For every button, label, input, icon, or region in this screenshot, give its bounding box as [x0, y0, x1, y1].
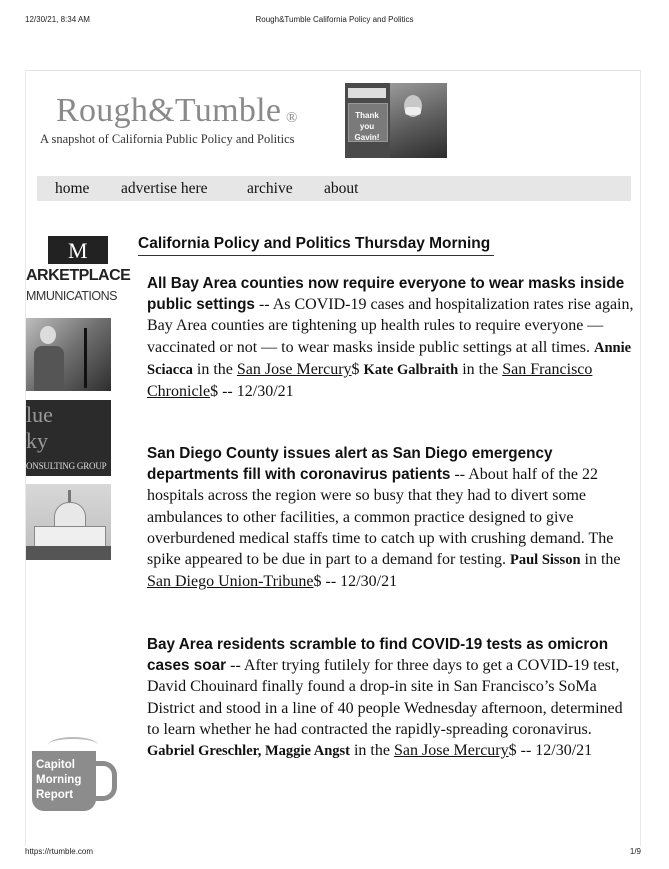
print-url: https://rtumble.com [25, 847, 94, 856]
article-body: -- About half of the 22 hospitals across the region were so busy that they had to divert some ambulances to other facilities, a common practice designed to give overburdened medical staffs time to catch up with crushing demand. The spike appeared to be due in part to a demand for testing. [147, 466, 614, 569]
source-link[interactable]: San Jose Mercury [236, 360, 352, 378]
marketplace-line1: ARKETPLACE [26, 267, 131, 284]
cmr-line: Morning [36, 774, 82, 786]
capitol-dome-shape [54, 502, 86, 528]
print-header [0, 15, 669, 27]
article-author: Kate Galbraith [363, 361, 459, 378]
cmr-line: Report [36, 789, 74, 801]
capitol-morning-report-logo[interactable] [30, 737, 118, 812]
print-datetime: 12/30/21, 8:34 AM [25, 15, 90, 24]
capitol-morning-report-text [36, 758, 92, 803]
article-item [147, 634, 635, 762]
section-title: California Policy and Politics Thursday Morning [138, 235, 494, 256]
mug-handle-icon [90, 761, 117, 801]
article-headline: Bay Area residents scramble to find COVID-19 tests as omicron cases soar [147, 636, 609, 675]
print-page-number: 1/9 [629, 847, 641, 856]
sidebar-ad-marketplace[interactable] [26, 236, 131, 308]
site-logo-title[interactable]: Rough&Tumble [56, 92, 282, 129]
banner-ad-text [350, 110, 384, 143]
banner-ad-logo-strip [348, 88, 386, 98]
article-author: Gabriel Greschler, Maggie Angst [147, 743, 350, 760]
banner-ad-line: Gavin! [354, 133, 380, 142]
capitol-trees-shape [26, 546, 111, 560]
marketplace-line2: MMUNICATIONS [26, 289, 117, 303]
speaker-head-shape [40, 326, 56, 344]
article-in: in the [192, 360, 237, 378]
nav-about[interactable]: about [324, 180, 359, 197]
nav-advertise[interactable]: advertise here [121, 180, 208, 197]
blue-sky-line1: lue [26, 402, 53, 427]
blue-sky-line3: ONSULTING GROUP [26, 461, 107, 471]
source-link[interactable]: San Francisco Chronicle [147, 360, 593, 401]
banner-ad-line: Thank [355, 111, 379, 120]
cmr-line: Capitol [36, 759, 75, 771]
article-date: $ -- 12/30/21 [210, 383, 294, 401]
header-banner-ad[interactable] [345, 83, 447, 158]
source-link[interactable]: San Jose Mercury [393, 742, 509, 760]
article-body: -- As COVID-19 cases and hospitalization rates rise again, Bay Area counties are tightening up health rules to require everyone — vaccinated or not — to wear masks inside public settings at all times. [147, 296, 634, 356]
print-footer [0, 847, 669, 859]
article-date: $ -- 12/30/21 [508, 742, 593, 760]
blue-sky-line2: ky [26, 428, 48, 453]
nav-home[interactable]: home [55, 180, 90, 197]
main-nav [37, 176, 631, 201]
article-item [147, 273, 635, 402]
microphone-stand-shape [84, 328, 87, 388]
article-body: -- After trying futilely for three days to get a COVID-19 test, David Chouinard finally found a drop-in site in San Francisco’s SoMa District and stood in a line of 40 people Wednesday afternoon, determined to learn whether he had contracted the rapidly-spreading coronavirus. [147, 657, 623, 738]
article-author: Paul Sisson [510, 552, 581, 569]
sidebar-ad-speaker-photo[interactable] [26, 318, 111, 391]
source-link[interactable]: San Diego Union-Tribune [147, 573, 314, 591]
article-in: in the [349, 742, 394, 760]
article-item [147, 443, 635, 592]
article-date: $ -- 12/30/21 [313, 573, 398, 591]
banner-ad-photo [390, 83, 447, 158]
sidebar-ad-capitol-building[interactable] [26, 484, 111, 560]
print-page-title: Rough&Tumble California Policy and Politics [255, 15, 414, 24]
photo-mask-shape [405, 107, 421, 115]
article-headline: San Diego County issues alert as San Diego emergency departments fill with coronavirus patients [147, 445, 553, 484]
sidebar-ad-blue-sky[interactable] [26, 400, 111, 476]
article-author: Annie Sciacca [147, 339, 632, 378]
article-in: in the [580, 551, 621, 569]
speaker-body-shape [34, 346, 64, 391]
article-in: in the [458, 360, 503, 378]
article-headline: All Bay Area counties now require everyone to wear masks inside public settings [147, 275, 625, 314]
site-tagline: A snapshot of California Public Policy and Politics [40, 132, 295, 146]
marketplace-logo-letter: M [68, 238, 88, 263]
registered-mark: ® [286, 110, 298, 126]
nav-archive[interactable]: archive [247, 180, 293, 197]
banner-ad-line: you [359, 122, 375, 131]
source-separator: $ [351, 360, 364, 378]
